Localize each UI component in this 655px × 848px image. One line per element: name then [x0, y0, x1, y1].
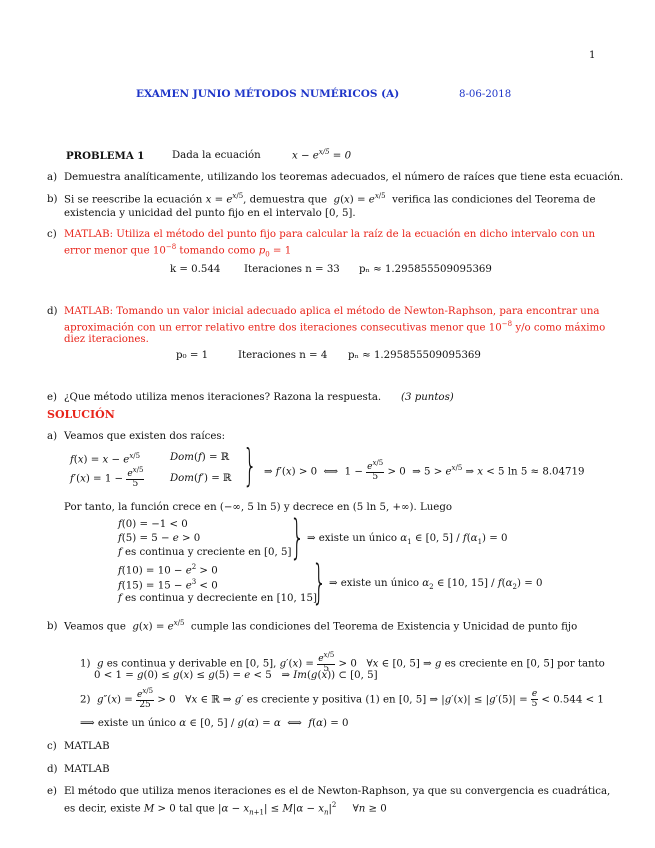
problem-heading: PROBLEMA 1 [66, 150, 145, 162]
problem-points: (3 puntos) [401, 392, 454, 403]
problem-intro: Dada la ecuación [172, 150, 261, 161]
sol-a-label: a) [47, 431, 58, 442]
sol-d-label: d) [47, 764, 58, 775]
sol-a-domfp: Dom(f′) = ℝ [170, 473, 232, 484]
g1-line2: f(5) = 5 − e > 0 [118, 533, 201, 544]
problem-a: Demuestra analíticamente, utilizando los teoremas adecuados, el número de raíces que tiene esta ecuación. [64, 172, 624, 183]
d-result-iter: Iteraciones n = 4 [238, 350, 328, 361]
exam-title: EXAMEN JUNIO MÉTODOS NUMÉRICOS (A) [136, 88, 400, 100]
problem-d-line3: diez iteraciones. [64, 334, 149, 345]
problem-b-line2: existencia y unicidad del punto fijo en el intervalo [0, 5]. [64, 208, 356, 219]
sol-b1-line2: 0 < 1 = g(0) ≤ g(x) ≤ g(5) = e < 5 ⇒ Im(g(x)) ⊂ [0, 5] [94, 670, 378, 681]
sol-b-label: b) [47, 621, 58, 632]
item-b-label: b) [47, 194, 58, 205]
page-number: 1 [589, 50, 596, 61]
sol-a-brace: } [243, 440, 257, 491]
problem-equation: $x - e^{x/5} = 0$ [292, 148, 352, 162]
problem-b-line1: Si se reescribe la ecuación $x = e^{x/5}$, demuestra que $g(x) = e^{x/5}$ verifica las condiciones del Teorema de [64, 192, 596, 206]
item-e-label: e) [47, 392, 58, 403]
problem-d-line2: aproximación con un error relativo entre dos iteraciones consecutivas menor que $10^{-8}$ y/o como máximo [64, 320, 606, 334]
d-result-pn: pₙ ≈ 1.295855509095369 [348, 350, 481, 361]
sol-a-tanto: Por tanto, la función crece en (−∞, 5 ln 5) y decrece en (5 ln 5, +∞). Luego [64, 502, 452, 513]
g2-line3: f es continua y decreciente en [10, 15] [118, 593, 317, 604]
sol-e-line1: El método que utiliza menos iteraciones es el de Newton-Raphson, ya que su convergencia es cuadrática, [64, 786, 611, 797]
d-result-p0: p₀ = 1 [176, 350, 209, 361]
sol-e-line2: es decir, existe M > 0 tal que $|\alpha - x_{n+1}| \le M|\alpha - x_n|^2$ ∀n ≥ 0 [64, 801, 387, 817]
sol-a-domf: Dom(f) = ℝ [170, 452, 230, 463]
sol-b-conclusion: ⟹ existe un único α ∈ [0, 5] / g(α) = α ⟺ f(α) = 0 [80, 718, 349, 729]
item-c-label: c) [47, 229, 57, 240]
g1-line1: f(0) = −1 < 0 [118, 519, 188, 530]
problem-c-line1: MATLAB: Utiliza el método del punto fijo para calcular la raíz de la ecuación en dicho intervalo con un [64, 229, 596, 240]
sol-a-conclusion: ⇒ f′(x) > 0 ⟺ 1 − $\frac{e^{x/5}}{5}$ > 0 ⇒ $5 > e^{x/5}$ ⇒ x < 5 ln 5 ≈ 8.04719 [264, 459, 585, 483]
sol-b1-line1: 1) g es continua y derivable en [0, 5], g′(x) = $\frac{e^{x/5}}{5}$ > 0 ∀x ∈ [0, 5] ⇒ g es creciente en [0, 5] por tanto [80, 651, 605, 675]
item-a-label: a) [47, 172, 58, 183]
g1-brace: } [290, 510, 305, 564]
sol-a-f: $f(x) = x - e^{x/5}$ [70, 452, 141, 466]
sol-b2: 2) g″(x) = $\frac{e^{x/5}}{25}$ > 0 ∀x ∈ ℝ ⇒ g′ es creciente y positiva (1) en [0, 5] ⇒ |g′(x)| ≤ |g′(5)| = $\frac{e}{5}$ < 0.544 < 1 [80, 687, 604, 711]
item-d-label: d) [47, 306, 58, 317]
c-result-pn: pₙ ≈ 1.295855509095369 [359, 264, 492, 275]
c-result-k: k = 0.544 [170, 264, 221, 275]
g2-brace: } [312, 555, 327, 609]
problem-c-line2: error menor que $10^{-8}$ tomando como $p_0 = 1$ [64, 243, 292, 259]
sol-a-intro: Veamos que existen dos raíces: [64, 431, 226, 442]
exam-date: 8-06-2018 [459, 89, 512, 100]
g2-line2: $f(15) = 15 - e^3 < 0$ [118, 578, 218, 592]
sol-a-fp: f′(x) = 1 − $\frac{e^{x/5}}{5}$ [70, 466, 144, 490]
sol-c-label: c) [47, 741, 57, 752]
solution-heading: SOLUCIÓN [47, 408, 115, 421]
g2-line1: $f(10) = 10 - e^2 > 0$ [118, 563, 218, 577]
g2-result: ⇒ existe un único $\alpha_2$ ∈ [10, $15] / f(\alpha_2) = 0$ [329, 578, 543, 592]
g1-line3: f es continua y creciente en [0, 5] [118, 547, 292, 558]
problem-e: ¿Que método utiliza menos iteraciones? Razona la respuesta. [64, 392, 382, 403]
sol-c: MATLAB [64, 741, 110, 752]
c-result-iter: Iteraciones n = 33 [244, 264, 340, 275]
sol-d: MATLAB [64, 764, 110, 775]
sol-b-intro: Veamos que $g(x) = e^{x/5}$ cumple las condiciones del Teorema de Existencia y Unicidad de punto fijo [64, 619, 578, 633]
problem-d-line1: MATLAB: Tomando un valor inicial adecuado aplica el método de Newton-Raphson, para encontrar una [64, 306, 600, 317]
sol-e-label: e) [47, 786, 58, 797]
g1-result: ⇒ existe un único $\alpha_1$ ∈ [0, $5] / f(\alpha_1) = 0$ [307, 533, 508, 547]
